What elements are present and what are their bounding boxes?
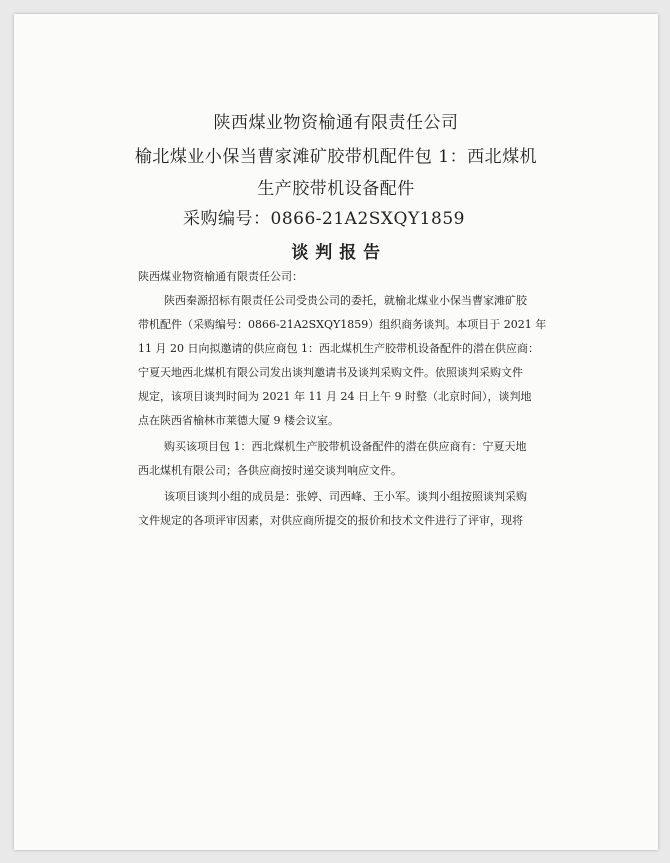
report-title: 谈 判 报 告 <box>291 243 381 263</box>
paragraph-line: 带机配件（采购编号：0866-21A2SXQY1859）组织商务谈判。本项目于 2021 年 <box>138 318 547 331</box>
project-title-line1: 榆北煤业小保当曹家滩矿胶带机配件包 1：西北煤机 <box>134 147 538 167</box>
paragraph-line: 文件规定的各项评审因素，对供应商所提交的报价和技术文件进行了评审，现将 <box>138 514 523 527</box>
org-title: 陕西煤业物资榆通有限责任公司 <box>213 113 459 133</box>
document-page <box>14 14 658 850</box>
salutation: 陕西煤业物资榆通有限责任公司： <box>138 270 303 283</box>
paragraph-line: 西北煤机有限公司；各供应商按时递交谈判响应文件。 <box>138 464 402 477</box>
paragraph-line: 规定，该项目谈判时间为 2021 年 11 月 24 日上午 9 时整（北京时间），谈判地 <box>138 390 532 403</box>
paragraph-line: 该项目谈判小组的成员是：张婷、司西峰、王小军。谈判小组按照谈判采购 <box>164 490 527 503</box>
paragraph-line: 点在陕西省榆林市莱德大厦 9 楼会议室。 <box>138 414 339 427</box>
paragraph-line: 宁夏天地西北煤机有限公司发出谈判邀请书及谈判采购文件。依照谈判采购文件 <box>138 366 523 379</box>
paragraph-line: 11 月 20 日向拟邀请的供应商包 1：西北煤机生产胶带机设备配件的潜在供应商： <box>138 342 539 355</box>
paragraph-line: 购买该项目包 1：西北煤机生产胶带机设备配件的潜在供应商有：宁夏天地 <box>164 440 527 453</box>
project-title-line2: 生产胶带机设备配件 <box>257 179 415 199</box>
paragraph-line: 陕西秦源招标有限责任公司受贵公司的委托，就榆北煤业小保当曹家滩矿胶 <box>164 294 527 307</box>
procurement-number: 采购编号：0866-21A2SXQY1859 <box>183 209 465 229</box>
